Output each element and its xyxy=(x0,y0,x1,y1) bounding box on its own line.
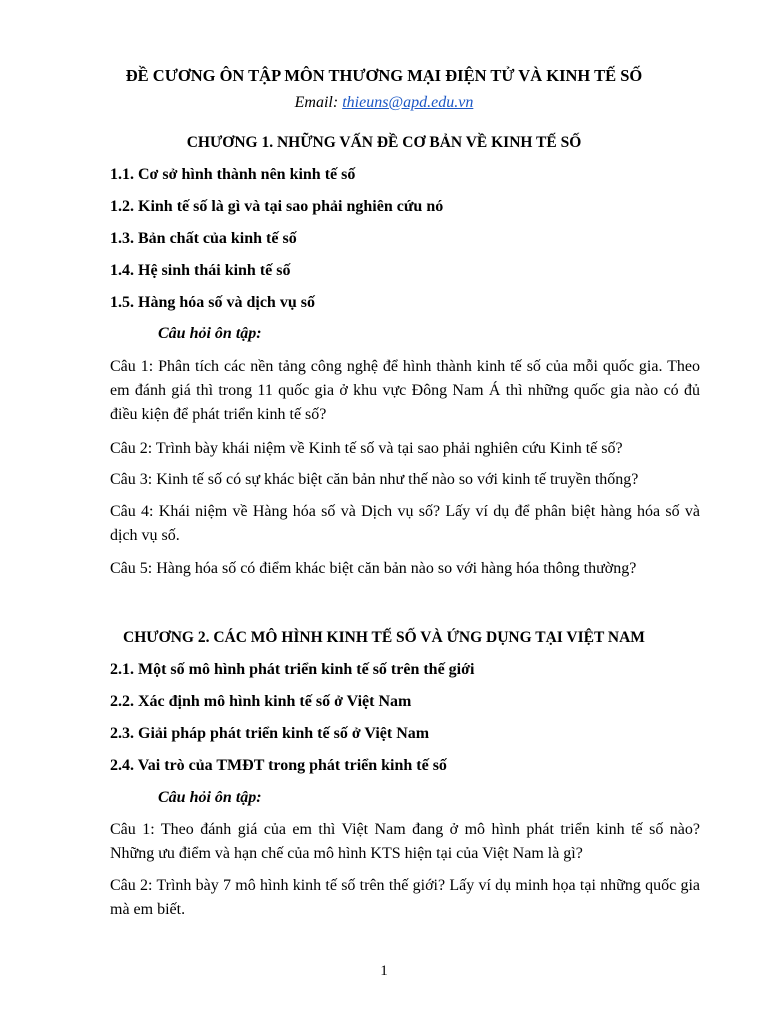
email-line xyxy=(0,94,768,112)
section-1-4: 1.4. Hệ sinh thái kinh tế số xyxy=(110,262,291,279)
chapter-1-question-2: Câu 2: Trình bày khái niệm về Kinh tế số và tại sao phải nghiên cứu Kinh tế số? xyxy=(110,440,623,457)
chapter-1-question-4: Câu 4: Khái niệm về Hàng hóa số và Dịch vụ số? Lấy ví dụ để phân biệt hàng hóa số và dịch vụ số. xyxy=(110,503,700,544)
chapter-2-review-heading: Câu hỏi ôn tập: xyxy=(158,789,262,806)
chapter-1-question-5: Câu 5: Hàng hóa số có điểm khác biệt căn bản nào so với hàng hóa thông thường? xyxy=(110,560,637,577)
chapter-1-heading: CHƯƠNG 1. NHỮNG VẤN ĐỀ CƠ BẢN VỀ KINH TẾ SỐ xyxy=(186,134,582,151)
chapter-1-question-3: Câu 3: Kinh tế số có sự khác biệt căn bản như thế nào so với kinh tế truyền thống? xyxy=(110,471,639,488)
chapter-1-review-heading: Câu hỏi ôn tập: xyxy=(158,325,262,342)
section-1-5: 1.5. Hàng hóa số và dịch vụ số xyxy=(110,294,315,311)
document-title: ĐỀ CƯƠNG ÔN TẬP MÔN THƯƠNG MẠI ĐIỆN TỬ VÀ KINH TẾ SỐ xyxy=(125,66,643,85)
chapter-1-question-1: Câu 1: Phân tích các nền tảng công nghệ để hình thành kinh tế số của mỗi quốc gia. Theo em đánh giá thì trong 11 quốc gia ở khu vực Đông Nam Á thì những quốc gia nào có đủ điều kiện để phát triển kinh tế số? xyxy=(110,358,700,423)
chapter-2-question-1: Câu 1: Theo đánh giá của em thì Việt Nam đang ở mô hình phát triển kinh tế số nào? Những ưu điểm và hạn chế của mô hình KTS hiện tại của Việt Nam là gì? xyxy=(110,821,700,862)
section-2-4: 2.4. Vai trò của TMĐT trong phát triển kinh tế số xyxy=(110,757,447,774)
section-2-1: 2.1. Một số mô hình phát triển kinh tế số trên thế giới xyxy=(110,661,475,678)
email-link[interactable]: thieuns@apd.edu.vn xyxy=(342,94,474,111)
chapter-2-heading: CHƯƠNG 2. CÁC MÔ HÌNH KINH TẾ SỐ VÀ ỨNG DỤNG TẠI VIỆT NAM xyxy=(123,629,645,646)
section-1-2: 1.2. Kinh tế số là gì và tại sao phải nghiên cứu nó xyxy=(110,198,444,215)
section-2-2: 2.2. Xác định mô hình kinh tế số ở Việt Nam xyxy=(110,693,412,710)
section-2-3: 2.3. Giải pháp phát triển kinh tế số ở Việt Nam xyxy=(110,725,430,742)
chapter-2-question-2: Câu 2: Trình bày 7 mô hình kinh tế số trên thế giới? Lấy ví dụ minh họa tại những quốc gia mà em biết. xyxy=(110,877,700,918)
section-1-3: 1.3. Bản chất của kinh tế số xyxy=(110,230,297,247)
email-label: Email: xyxy=(294,94,339,111)
section-1-1: 1.1. Cơ sở hình thành nên kinh tế số xyxy=(110,166,356,183)
page-number: 1 xyxy=(380,963,388,979)
